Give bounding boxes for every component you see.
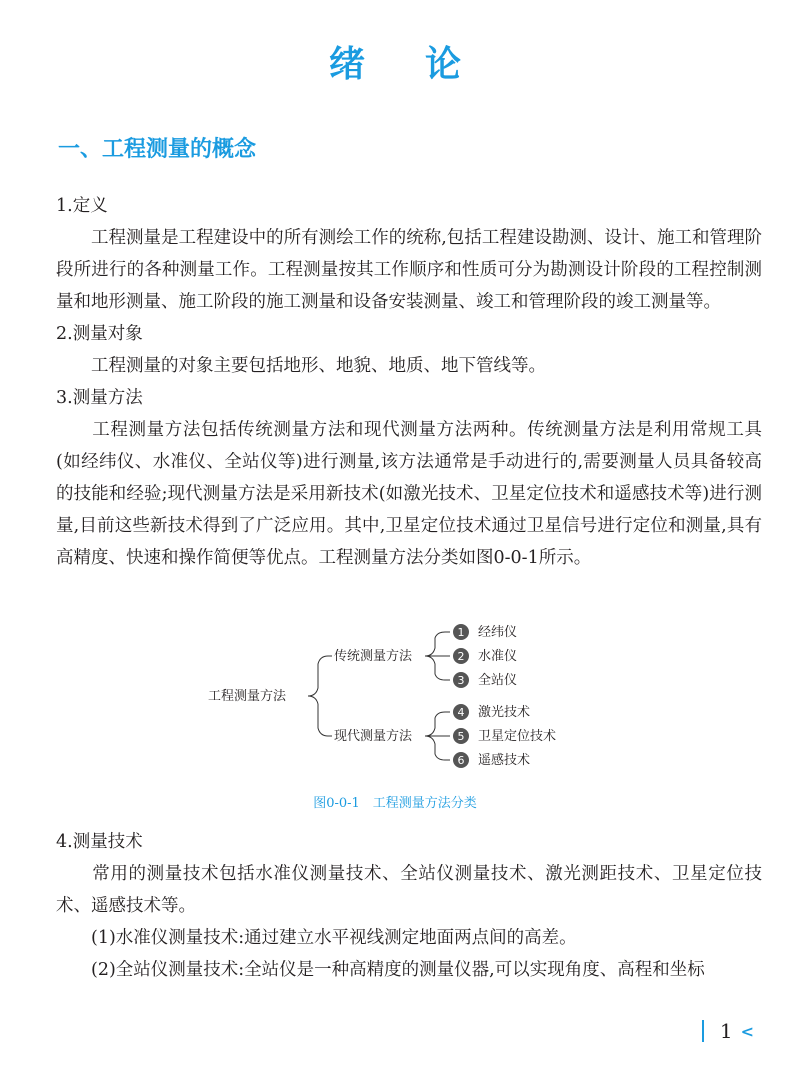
item-number: 1 xyxy=(457,626,465,639)
method-classification-figure xyxy=(200,618,580,788)
item-number: 6 xyxy=(457,754,465,767)
body-block-1 xyxy=(56,190,762,574)
root-to-branch1-line xyxy=(308,656,332,696)
item-label: 遥感技术 xyxy=(478,753,531,768)
chevron-left-icon: < xyxy=(740,1021,754,1041)
paragraph: (2)全站仪测量技术:全站仪是一种高精度的测量仪器,可以实现角度、高程和坐标 xyxy=(56,960,705,980)
root-to-branch2-line xyxy=(318,704,332,736)
branch1-to-item3-line xyxy=(425,656,450,680)
chapter-title: 绪论 xyxy=(328,44,521,85)
body-block-2 xyxy=(56,826,762,986)
branch-label-modern: 现代测量方法 xyxy=(334,729,413,744)
paragraph: 工程测量的对象主要包括地形、地貌、地质、地下管线等。 xyxy=(56,356,546,376)
figure-caption: 图0-0-1 工程测量方法分类 xyxy=(313,796,477,811)
footer-divider xyxy=(702,1020,704,1042)
branch-label-traditional: 传统测量方法 xyxy=(334,649,413,664)
branch1-to-item1-line xyxy=(425,632,450,656)
subsection-heading: 4.测量技术 xyxy=(56,832,143,852)
item-number: 5 xyxy=(457,730,465,743)
subsection-heading: 3.测量方法 xyxy=(56,388,143,408)
subsection-heading: 2.测量对象 xyxy=(56,324,143,344)
item-label: 经纬仪 xyxy=(478,625,518,640)
paragraph: 工程测量是工程建设中的所有测绘工作的统称,包括工程建设勘测、设计、施工和管理阶段所进行的各种测量工作。工程测量按其工作顺序和性质可分为勘测设计阶段的工程控制测量和地形测量、施工阶段的施工测量和设备安装测量、竣工和管理阶段的竣工测量等。 xyxy=(56,228,762,312)
paragraph: 常用的测量技术包括水准仪测量技术、全站仪测量技术、激光测距技术、卫星定位技术、遥感技术等。 xyxy=(56,864,762,916)
branch2-to-item6-line xyxy=(425,736,450,760)
item-label: 激光技术 xyxy=(478,705,531,720)
figure-root-label: 工程测量方法 xyxy=(208,689,287,704)
paragraph: (1)水准仪测量技术:通过建立水平视线测定地面两点间的高差。 xyxy=(56,928,577,948)
item-label: 全站仪 xyxy=(478,673,518,688)
item-number: 4 xyxy=(457,706,465,719)
branch2-to-item4-line xyxy=(425,712,450,736)
section-title: 一、工程测量的概念 xyxy=(58,137,257,162)
figure-diagram xyxy=(200,618,580,788)
item-label: 卫星定位技术 xyxy=(478,729,557,744)
item-label: 水准仪 xyxy=(478,649,518,664)
page-footer xyxy=(702,1019,754,1043)
subsection-heading: 1.定义 xyxy=(56,196,108,216)
item-number: 3 xyxy=(457,674,465,687)
page-number: 1 xyxy=(719,1019,733,1043)
paragraph: 工程测量方法包括传统测量方法和现代测量方法两种。传统测量方法是利用常规工具(如经纬仪、水准仪、全站仪等)进行测量,该方法通常是手动进行的,需要测量人员具备较高的技能和经验;现代测量方法是采用新技术(如激光技术、卫星定位技术和遥感技术等)进行测量,目前这些新技术得到了广泛应用。其中,卫星定位技术通过卫星信号进行定位和测量,具有高精度、快速和操作简便等优点。工程测量方法分类如图0-0-1所示。 xyxy=(56,420,762,568)
item-number: 2 xyxy=(457,650,465,663)
